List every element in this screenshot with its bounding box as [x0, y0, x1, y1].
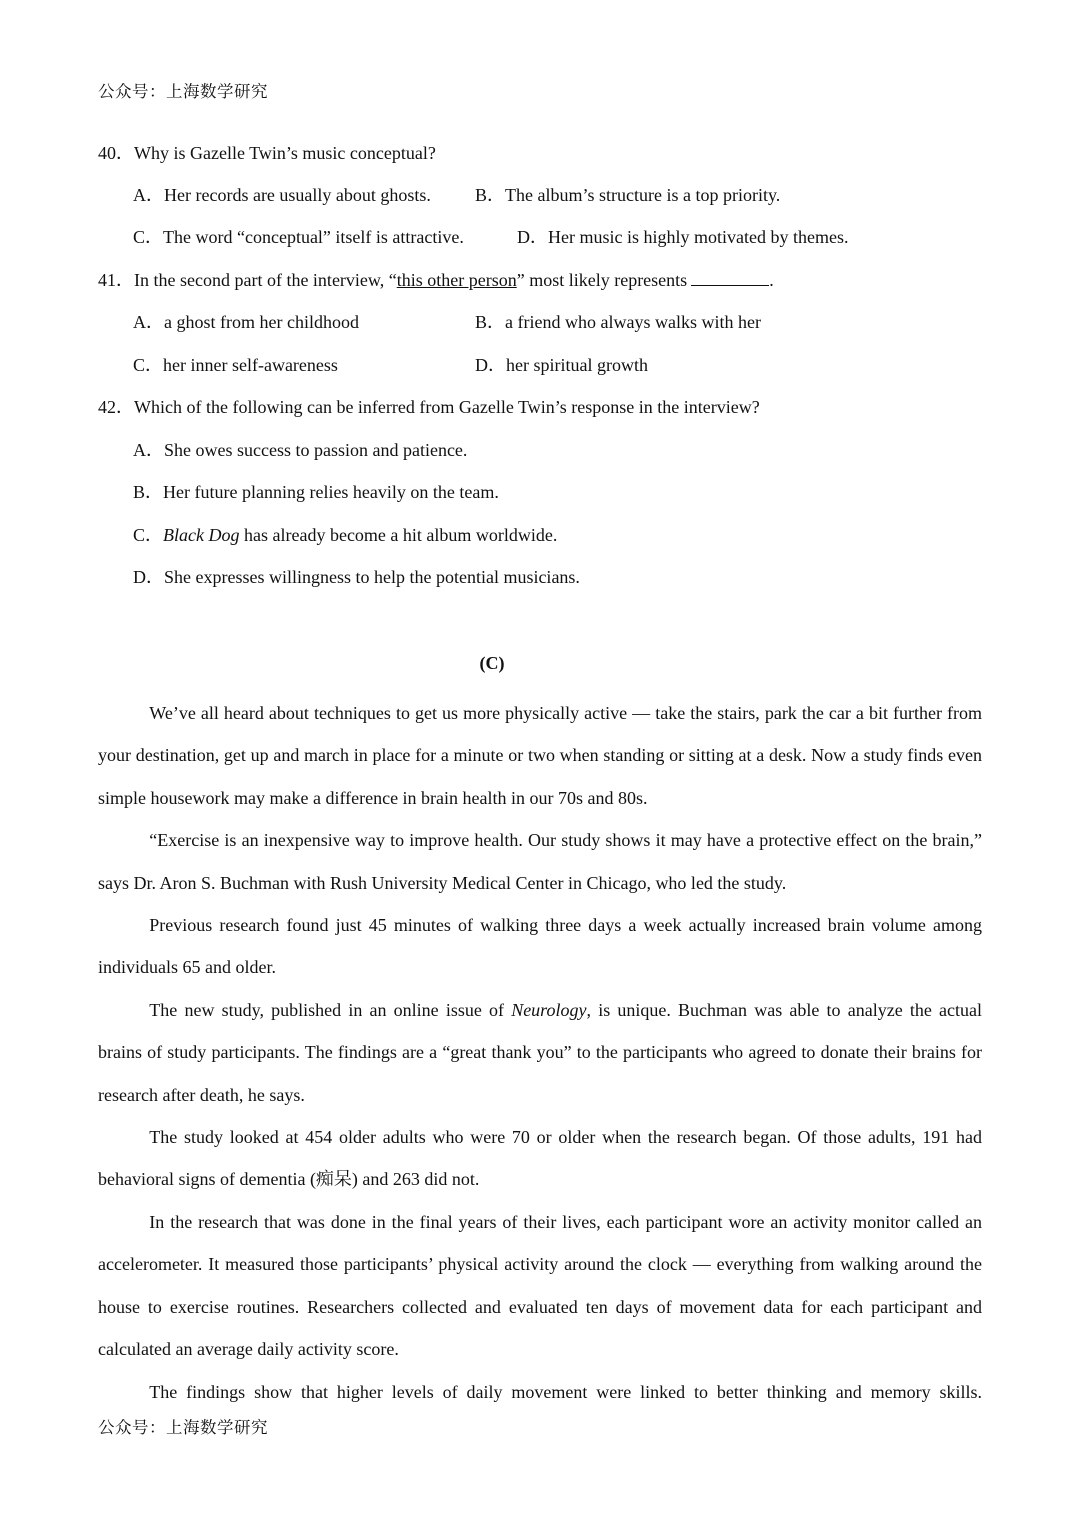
footer-watermark: 公众号：上海数学研究	[98, 1418, 268, 1437]
paragraph-4	[98, 989, 982, 1116]
paragraph-3: Previous research found just 45 minutes of walking three days a week actually increased brain volume among individuals 65 and older.	[98, 915, 982, 978]
paragraph-4-pre: The new study, published in an online issue of	[149, 999, 512, 1020]
header-watermark: 公众号：上海数学研究	[98, 82, 268, 101]
question-42-option-a: A．She owes success to passion and patience.	[133, 440, 468, 460]
journal-name: Neurology	[511, 999, 587, 1020]
question-42-option-d: D．She expresses willingness to help the potential musicians.	[133, 567, 580, 587]
paragraph-6: In the research that was done in the final years of their lives, each participant wore an activity monitor called an accelerometer. It measured those participants’ physical activity around the clock — everything from walking around the house to exercise routines. Researchers collected and evaluated ten days of movement data for each participant and calculated an average daily activity score.	[98, 1211, 982, 1360]
paragraph-4-post: , is unique. Buchman was able to analyze the actual brains of study participants. The findings are a “great thank you” to the participants who agreed to donate their brains for research after death, he says.	[98, 999, 982, 1105]
paragraph-7: The findings show that higher levels of daily movement were linked to better thinking and memory skills.	[149, 1381, 982, 1402]
question-41-option-a: A．a ghost from her childhood	[133, 312, 359, 332]
section-title: (C)	[479, 653, 505, 673]
paragraph-5: The study looked at 454 older adults who were 70 or older when the research began. Of those adults, 191 had behavioral signs of dementia (痴呆) and 263 did not.	[98, 1127, 982, 1190]
question-40-stem: 40．Why is Gazelle Twin’s music conceptual?	[98, 143, 436, 163]
question-41-stem-post: ” most likely represents	[516, 270, 688, 290]
question-41-underlined-phrase: this other person	[396, 270, 517, 290]
question-41-option-d: D．her spiritual growth	[475, 355, 648, 375]
answer-blank	[691, 269, 769, 286]
paragraph-2: “Exercise is an inexpensive way to improve health. Our study shows it may have a protective effect on the brain,” says Dr. Aron S. Buchman with Rush University Medical Center in Chicago, who led the study.	[98, 830, 982, 893]
question-40-option-b: B．The album’s structure is a top priority.	[475, 185, 781, 205]
question-42-option-b: B．Her future planning relies heavily on the team.	[133, 482, 499, 502]
question-42-stem: 42．Which of the following can be inferred from Gazelle Twin’s response in the interview?	[98, 397, 760, 417]
question-42-option-c	[133, 524, 557, 546]
paragraph-1: We’ve all heard about techniques to get us more physically active — take the stairs, park the car a bit further from your destination, get up and march in place for a minute or two when standing or sitting at a desk. Now a study finds even simple housework may make a difference in brain health in our 70s and 80s.	[98, 703, 982, 808]
question-41-stem-pre: 41．In the second part of the interview, “	[98, 270, 397, 290]
question-42-option-c-label: C．	[133, 525, 164, 545]
question-40-option-d: D．Her music is highly motivated by themes.	[517, 227, 849, 247]
question-40-option-c: C．The word “conceptual” itself is attractive.	[133, 227, 464, 247]
question-41-stem-end: .	[769, 270, 774, 290]
reading-passage	[98, 692, 982, 1413]
album-title: Black Dog	[163, 525, 240, 545]
question-41-stem	[98, 269, 774, 291]
question-41-option-c: C．her inner self-awareness	[133, 355, 338, 375]
question-41-option-b: B．a friend who always walks with her	[475, 312, 761, 332]
question-42-option-c-text: has already become a hit album worldwide.	[239, 525, 558, 545]
question-40-option-a: A．Her records are usually about ghosts.	[133, 185, 431, 205]
